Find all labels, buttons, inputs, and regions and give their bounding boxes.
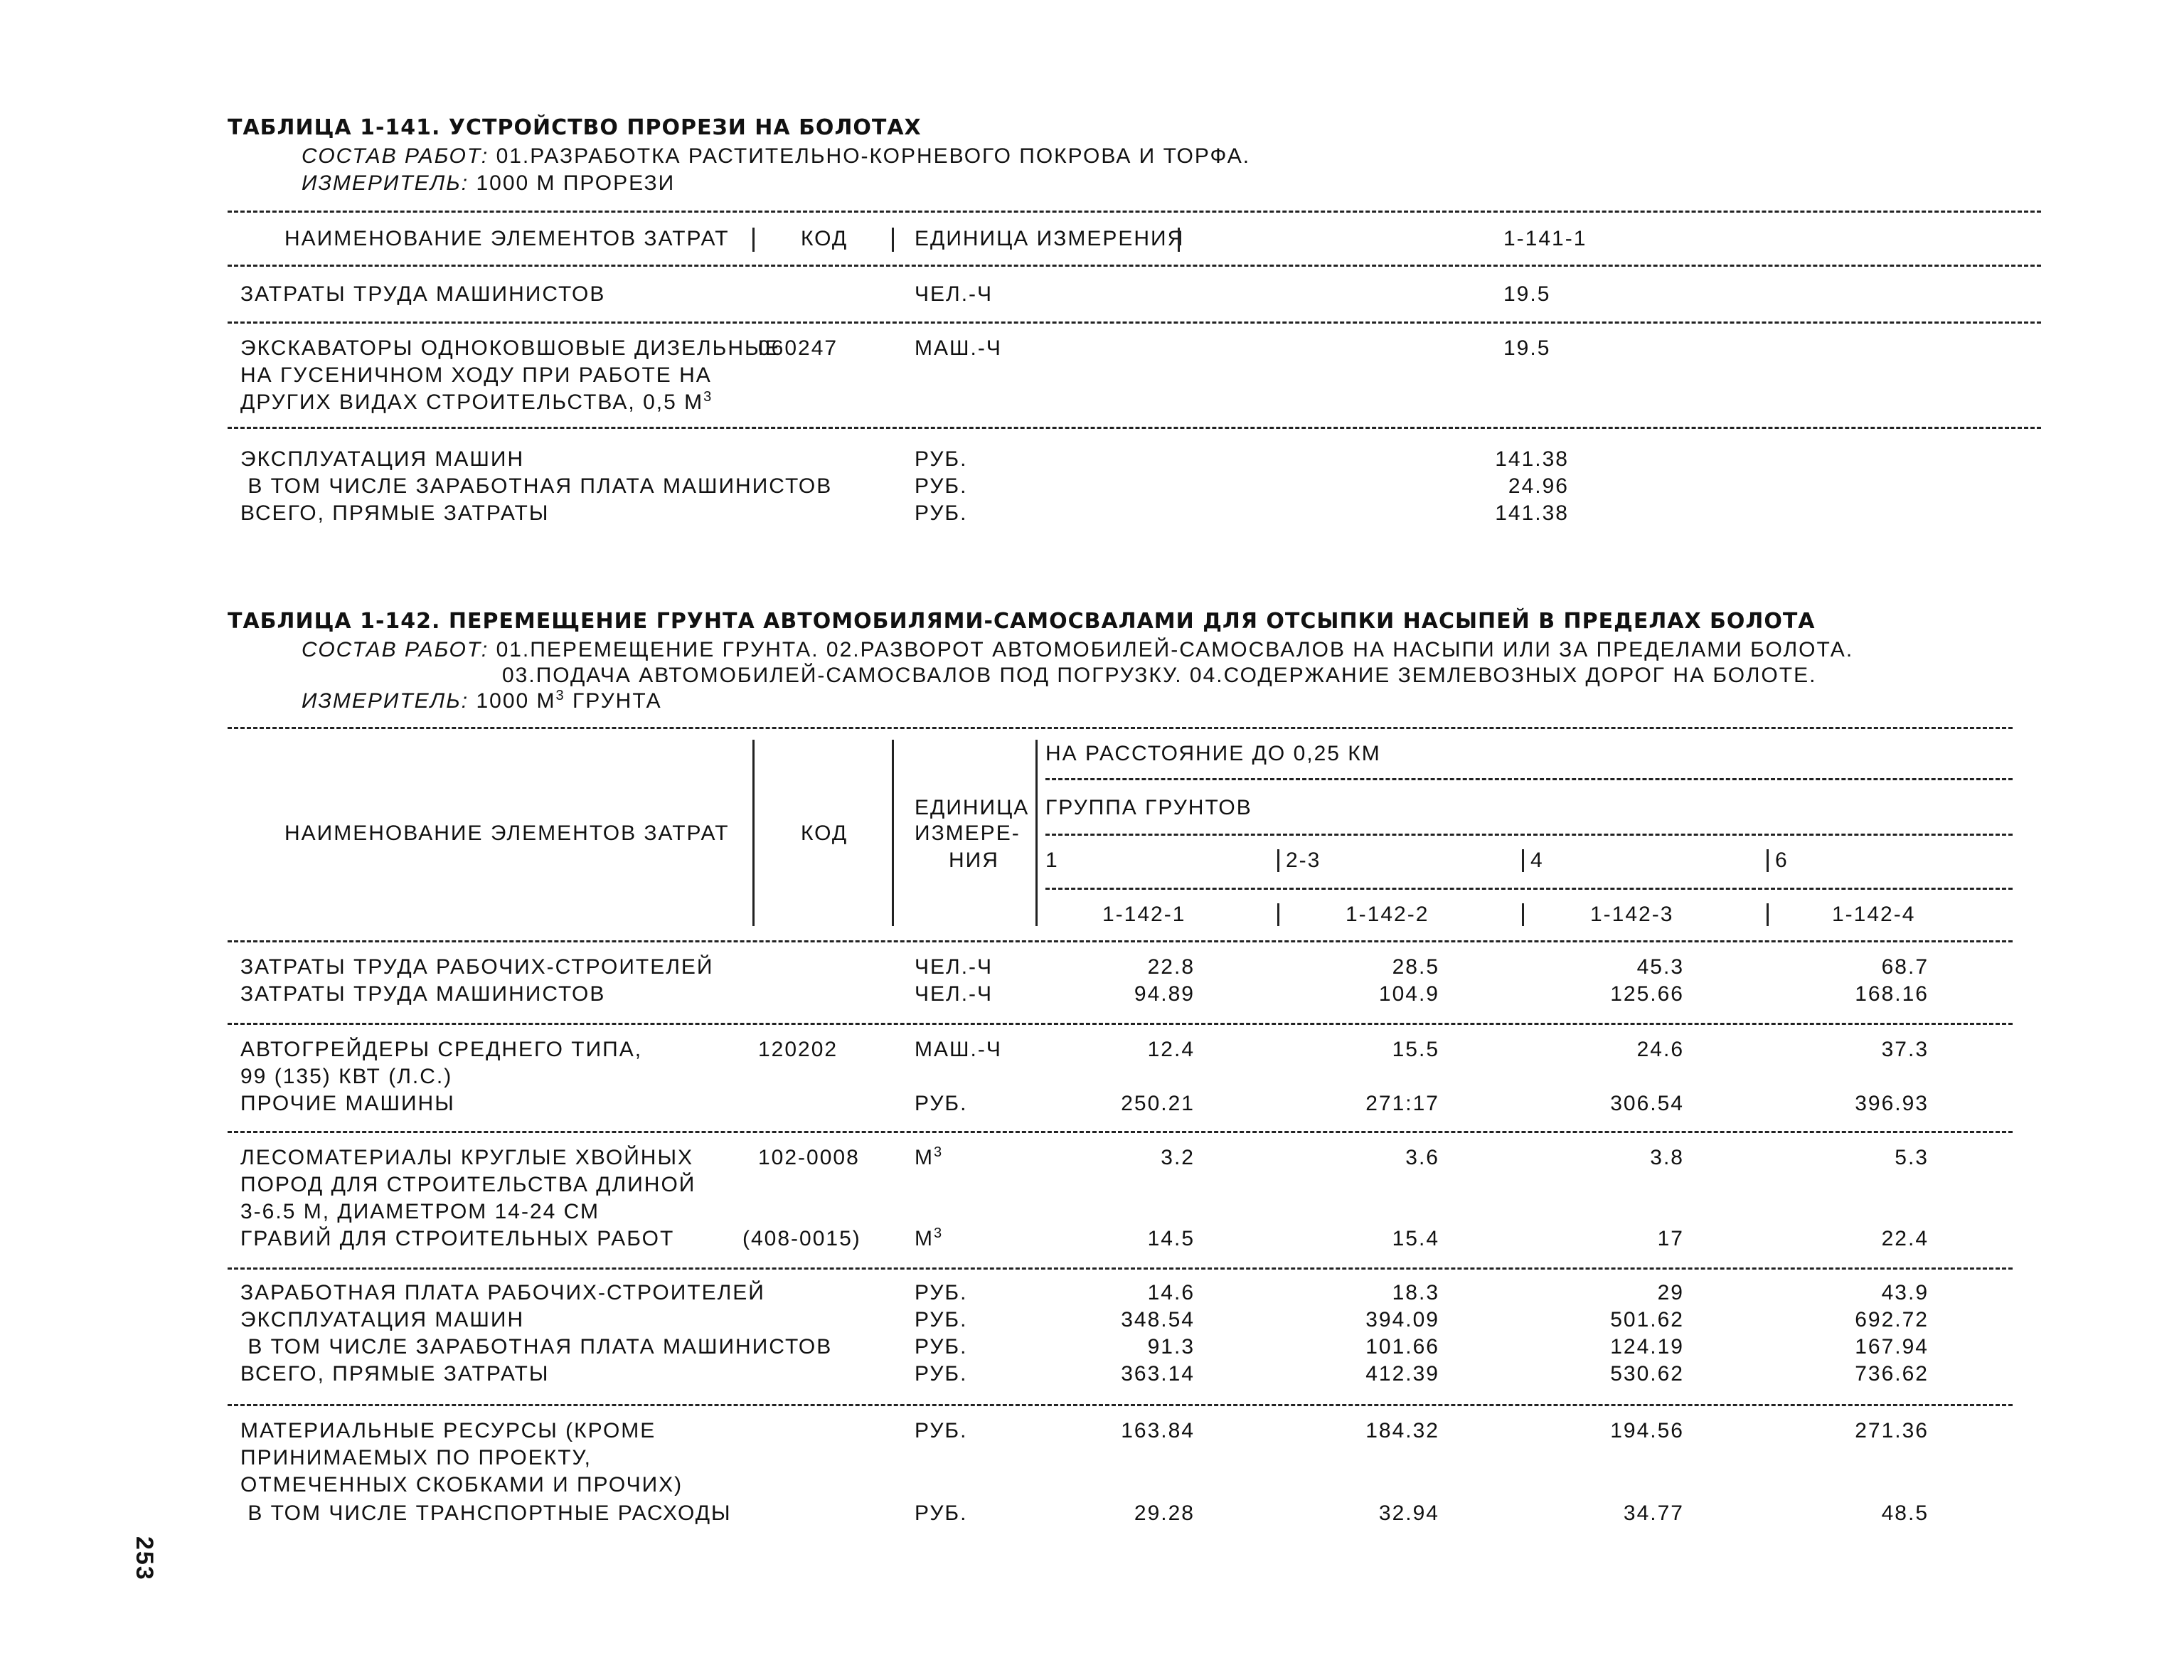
table-142-title: ТАБЛИЦА 1-142. ПЕРЕМЕЩЕНИЕ ГРУНТА АВТОМОБИЛЯМИ-САМОСВАЛАМИ ДЛЯ ОТСЫПКИ НАСЫПЕЙ В ПРЕДЕЛАХ БОЛОТА [228, 609, 1816, 634]
izmeritel-label: ИЗМЕРИТЕЛЬ: [302, 689, 469, 713]
sostav-label: СОСТАВ РАБОТ: [302, 144, 489, 168]
row-name: В ТОМ ЧИСЛЕ ЗАРАБОТНАЯ ПЛАТА МАШИНИСТОВ [240, 1335, 833, 1359]
row-value: 12.4 [1147, 1038, 1195, 1061]
row-name: 99 (135) КВТ (Л.С.) [240, 1065, 453, 1088]
row-name: ЛЕСОМАТЕРИАЛЫ КРУГЛЫЕ ХВОЙНЫХ [240, 1146, 694, 1169]
row-code: 060247 [758, 336, 838, 360]
column-separator [1767, 903, 1769, 926]
row-unit: МАШ.-Ч [915, 336, 1002, 360]
row-name: ЗАРАБОТНАЯ ПЛАТА РАБОЧИХ-СТРОИТЕЛЕЙ [240, 1281, 765, 1304]
row-value: 19.5 [1503, 336, 1551, 360]
header-unit: ИЗМЕРЕ- [915, 822, 1021, 845]
column-separator [1178, 228, 1180, 252]
row-value: 3.2 [1161, 1146, 1195, 1169]
header-name: НАИМЕНОВАНИЕ ЭЛЕМЕНТОВ ЗАТРАТ [284, 227, 730, 250]
header-group: ГРУППА ГРУНТОВ [1045, 796, 1252, 819]
header-group-2: 2-3 [1286, 849, 1321, 872]
row-value: 24.96 [1508, 474, 1569, 498]
row-name: МАТЕРИАЛЬНЫЕ РЕСУРСЫ (КРОМЕ [240, 1419, 656, 1442]
row-value: 15.4 [1392, 1227, 1439, 1250]
header-unit: ЕДИНИЦА ИЗМЕРЕНИЯ [915, 227, 1185, 250]
row-unit: РУБ. [915, 1362, 968, 1386]
row-value: 736.62 [1855, 1362, 1929, 1386]
row-value: 363.14 [1121, 1362, 1195, 1386]
divider [228, 321, 2041, 324]
row-name: В ТОМ ЧИСЛЕ ТРАНСПОРТНЫЕ РАСХОДЫ [240, 1501, 732, 1525]
table-141-izmeritel [302, 171, 675, 196]
row-value: 37.3 [1881, 1038, 1929, 1061]
table-141-title: ТАБЛИЦА 1-141. УСТРОЙСТВО ПРОРЕЗИ НА БОЛОТАХ [228, 115, 922, 140]
row-value: 501.62 [1610, 1308, 1684, 1331]
row-value: 29.28 [1134, 1501, 1195, 1525]
row-value: 692.72 [1855, 1308, 1929, 1331]
column-separator [1522, 849, 1524, 872]
divider [1045, 778, 2013, 780]
row-code: 102-0008 [758, 1146, 860, 1169]
row-value: 18.3 [1392, 1281, 1439, 1304]
row-value: 163.84 [1121, 1419, 1195, 1442]
row-value: 3.6 [1405, 1146, 1439, 1169]
row-value: 168.16 [1855, 982, 1929, 1006]
column-separator [1035, 740, 1038, 926]
row-value: 125.66 [1610, 982, 1684, 1006]
row-code: (408-0015) [742, 1227, 861, 1250]
table-142-sostav [302, 637, 1853, 663]
row-value: 250.21 [1121, 1092, 1195, 1115]
row-value: 14.5 [1147, 1227, 1195, 1250]
header-code-3: 1-142-3 [1590, 903, 1674, 926]
row-value: 28.5 [1392, 955, 1439, 979]
izmeritel-text: 1000 М ПРОРЕЗИ [476, 171, 676, 195]
izmeritel-label: ИЗМЕРИТЕЛЬ: [302, 171, 469, 195]
divider [228, 265, 2041, 267]
divider [228, 940, 2013, 942]
divider [228, 1131, 2013, 1133]
column-separator [1277, 849, 1279, 872]
row-value: 412.39 [1365, 1362, 1439, 1386]
row-name: ЗАТРАТЫ ТРУДА МАШИНИСТОВ [240, 982, 606, 1006]
row-value: 32.94 [1378, 1501, 1439, 1525]
row-value: 15.5 [1392, 1038, 1439, 1061]
row-value: 24.6 [1636, 1038, 1684, 1061]
header-group-4: 6 [1775, 849, 1789, 872]
row-value: 91.3 [1147, 1335, 1195, 1359]
column-separator [752, 228, 755, 252]
header-code-4: 1-142-4 [1832, 903, 1916, 926]
row-value: 22.4 [1881, 1227, 1929, 1250]
divider [1045, 888, 2013, 890]
header-code: КОД [801, 227, 848, 250]
row-value: 141.38 [1495, 447, 1569, 471]
table-141-sostav [302, 144, 1250, 169]
divider [228, 727, 2013, 729]
header-distance: НА РАССТОЯНИЕ ДО 0,25 КМ [1045, 742, 1381, 765]
row-name: ПРИНИМАЕМЫХ ПО ПРОЕКТУ, [240, 1446, 592, 1469]
row-name-cont: ДРУГИХ ВИДАХ СТРОИТЕЛЬСТВА, 0,5 $М^3$ [240, 389, 713, 414]
divider [228, 1267, 2013, 1270]
row-unit: $М^3$ [915, 1226, 944, 1250]
header-col: 1-141-1 [1503, 227, 1587, 250]
column-separator [752, 740, 755, 926]
row-name: АВТОГРЕЙДЕРЫ СРЕДНЕГО ТИПА, [240, 1038, 643, 1061]
row-name: ГРАВИЙ ДЛЯ СТРОИТЕЛЬНЫХ РАБОТ [240, 1227, 675, 1250]
row-name: ВСЕГО, ПРЯМЫЕ ЗАТРАТЫ [240, 501, 550, 525]
row-name: ПОРОД ДЛЯ СТРОИТЕЛЬСТВА ДЛИНОЙ [240, 1173, 696, 1196]
header-code-1: 1-142-1 [1102, 903, 1186, 926]
row-value: 167.94 [1855, 1335, 1929, 1359]
row-unit: РУБ. [915, 474, 968, 498]
row-value: 530.62 [1610, 1362, 1684, 1386]
row-value: 184.32 [1365, 1419, 1439, 1442]
row-unit: $М^3$ [915, 1144, 944, 1169]
row-unit: РУБ. [915, 1308, 968, 1331]
row-value: 271:17 [1365, 1092, 1439, 1115]
row-value: 22.8 [1147, 955, 1195, 979]
sostav-text: 01.ПЕРЕМЕЩЕНИЕ ГРУНТА. 02.РАЗВОРОТ АВТОМОБИЛЕЙ-САМОСВАЛОВ НА НАСЫПИ ИЛИ ЗА ПРЕДЕЛАМИ БОЛОТА. [496, 638, 1854, 661]
row-unit: РУБ. [915, 1335, 968, 1359]
row-value: 3.8 [1650, 1146, 1684, 1169]
table-142-sostav-cont: 03.ПОДАЧА АВТОМОБИЛЕЙ-САМОСВАЛОВ ПОД ПОГРУЗКУ. 04.СОДЕРЖАНИЕ ЗЕМЛЕВОЗНЫХ ДОРОГ НА БОЛОТЕ. [502, 664, 1817, 687]
row-unit: ЧЕЛ.-Ч [915, 282, 994, 306]
row-unit: РУБ. [915, 501, 968, 525]
row-value: 34.77 [1623, 1501, 1684, 1525]
divider [228, 1023, 2013, 1025]
row-value: 14.6 [1147, 1281, 1195, 1304]
row-value: 19.5 [1503, 282, 1551, 306]
row-unit: РУБ. [915, 1092, 968, 1115]
header-code-2: 1-142-2 [1346, 903, 1429, 926]
row-value: 141.38 [1495, 501, 1569, 525]
row-value: 17 [1657, 1227, 1684, 1250]
row-name: ЗАТРАТЫ ТРУДА РАБОЧИХ-СТРОИТЕЛЕЙ [240, 955, 714, 979]
row-unit: РУБ. [915, 1419, 968, 1442]
column-separator [1277, 903, 1279, 926]
divider [228, 211, 2041, 213]
row-value: 68.7 [1881, 955, 1929, 979]
row-value: 104.9 [1378, 982, 1439, 1006]
column-separator [1522, 903, 1524, 926]
row-value: 396.93 [1855, 1092, 1929, 1115]
row-value: 48.5 [1881, 1501, 1929, 1525]
row-value: 394.09 [1365, 1308, 1439, 1331]
header-group-3: 4 [1530, 849, 1544, 872]
divider [228, 427, 2041, 429]
row-name: ЭКСПЛУАТАЦИЯ МАШИН [240, 1308, 525, 1331]
row-name: ВСЕГО, ПРЯМЫЕ ЗАТРАТЫ [240, 1362, 550, 1386]
row-name-cont: НА ГУСЕНИЧНОМ ХОДУ ПРИ РАБОТЕ НА [240, 363, 712, 387]
column-separator [1767, 849, 1769, 872]
row-name: 3-6.5 М, ДИАМЕТРОМ 14-24 СМ [240, 1200, 600, 1223]
header-unit: НИЯ [949, 849, 999, 872]
row-name: ЭКСПЛУАТАЦИЯ МАШИН [240, 447, 525, 471]
row-unit: РУБ. [915, 1501, 968, 1525]
row-name: ЭКСКАВАТОРЫ ОДНОКОВШОВЫЕ ДИЗЕЛЬНЫЕ [240, 336, 781, 360]
column-separator [892, 740, 894, 926]
row-value: 124.19 [1610, 1335, 1684, 1359]
row-unit: ЧЕЛ.-Ч [915, 955, 994, 979]
row-name: ПРОЧИЕ МАШИНЫ [240, 1092, 455, 1115]
divider [1045, 834, 2013, 836]
row-value: 5.3 [1895, 1146, 1929, 1169]
row-value: 194.56 [1610, 1419, 1684, 1442]
sostav-text: 01.РАЗРАБОТКА РАСТИТЕЛЬНО-КОРНЕВОГО ПОКРОВА И ТОРФА. [496, 144, 1251, 168]
column-separator [892, 228, 894, 252]
header-unit: ЕДИНИЦА [915, 796, 1030, 819]
table-142-izmeritel: ИЗМЕРИТЕЛЬ: 1000 $М^3$ ГРУНТА [302, 688, 662, 713]
row-name: ЗАТРАТЫ ТРУДА МАШИНИСТОВ [240, 282, 606, 306]
row-unit: РУБ. [915, 447, 968, 471]
row-value: 43.9 [1881, 1281, 1929, 1304]
row-unit: РУБ. [915, 1281, 968, 1304]
row-value: 271.36 [1855, 1419, 1929, 1442]
row-value: 101.66 [1365, 1335, 1439, 1359]
header-group-1: 1 [1045, 849, 1059, 872]
row-value: 94.89 [1134, 982, 1195, 1006]
divider [228, 1404, 2013, 1406]
sostav-label: СОСТАВ РАБОТ: [302, 638, 489, 661]
row-unit: ЧЕЛ.-Ч [915, 982, 994, 1006]
row-unit: МАШ.-Ч [915, 1038, 1002, 1061]
row-name: ОТМЕЧЕННЫХ СКОБКАМИ И ПРОЧИХ) [240, 1473, 683, 1496]
header-name: НАИМЕНОВАНИЕ ЭЛЕМЕНТОВ ЗАТРАТ [284, 822, 730, 845]
row-value: 29 [1657, 1281, 1684, 1304]
row-value: 306.54 [1610, 1092, 1684, 1115]
row-value: 348.54 [1121, 1308, 1195, 1331]
row-code: 120202 [758, 1038, 838, 1061]
header-code: КОД [801, 822, 848, 845]
row-value: 45.3 [1636, 955, 1684, 979]
row-name: В ТОМ ЧИСЛЕ ЗАРАБОТНАЯ ПЛАТА МАШИНИСТОВ [240, 474, 833, 498]
page-number: 253 [131, 1536, 158, 1581]
